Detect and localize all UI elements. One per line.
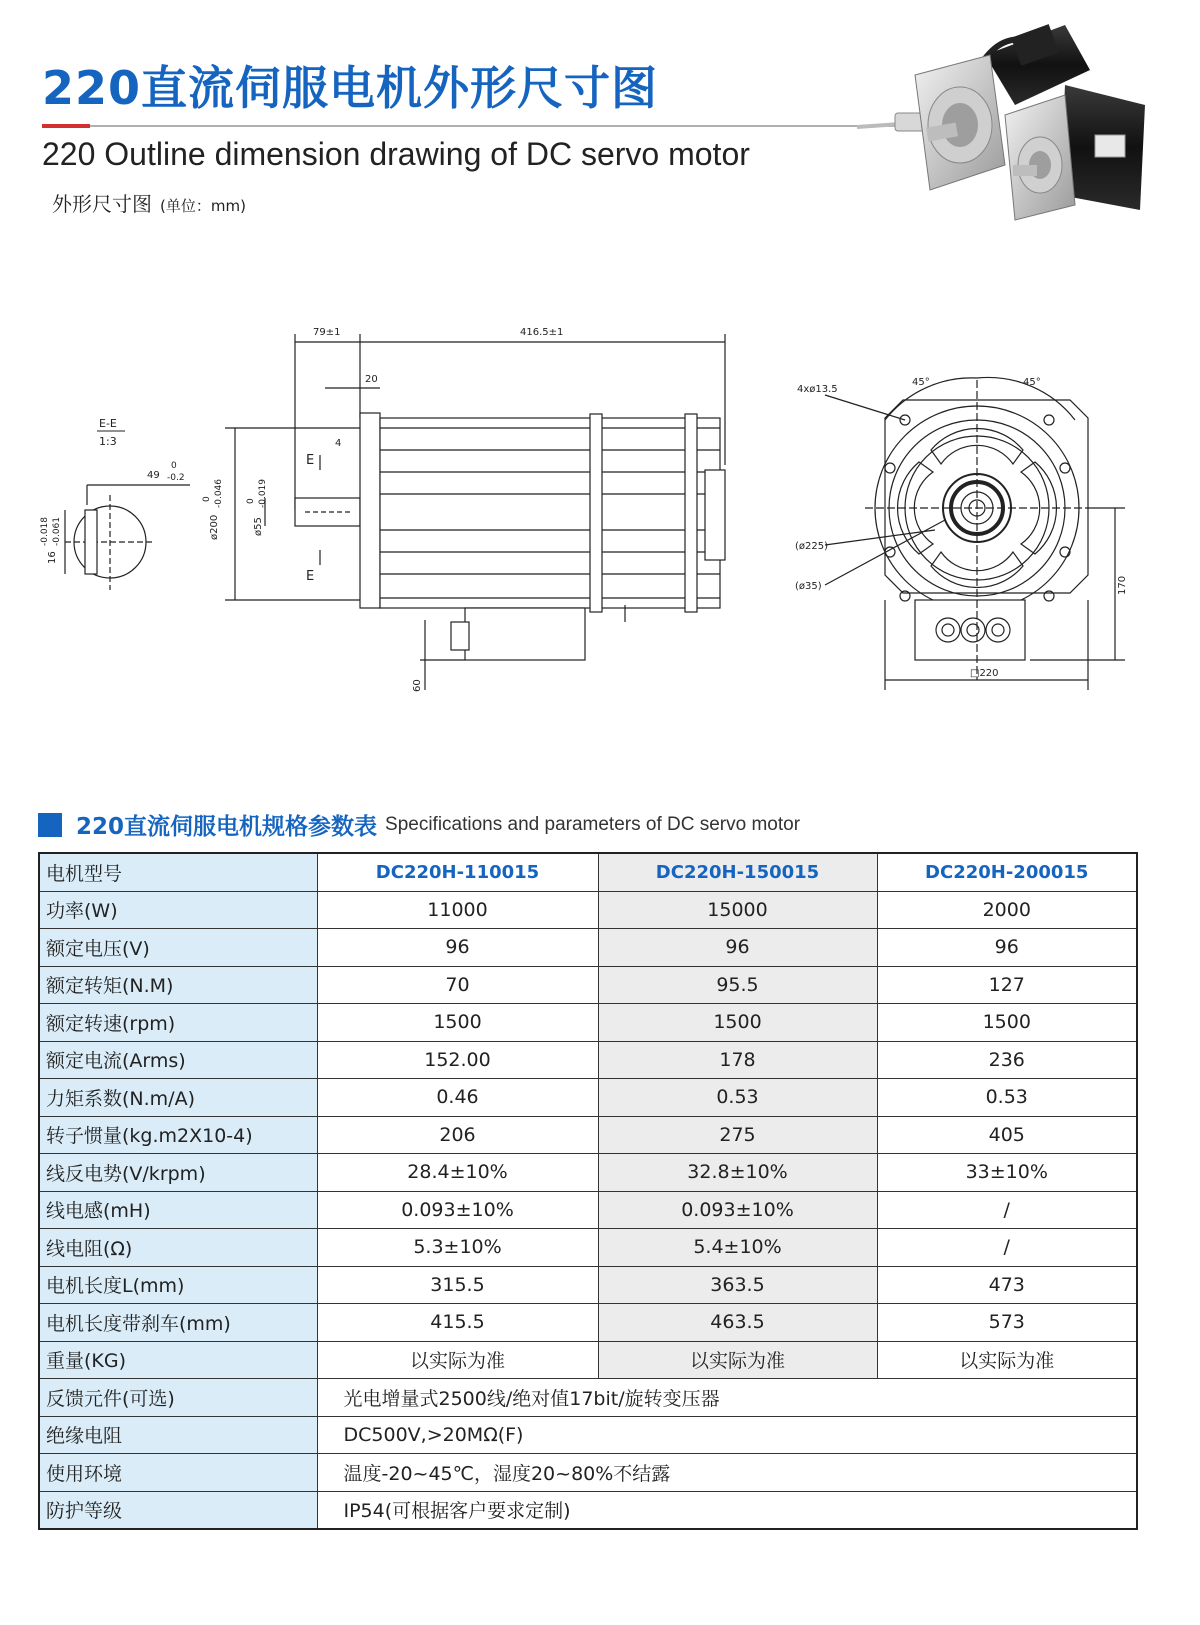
cell-value: 0.46: [317, 1079, 598, 1117]
section-width-tol-lower: -0.2: [167, 473, 185, 483]
pitch-circle-dia: (ø225): [795, 541, 829, 552]
table-row: [39, 1454, 1137, 1492]
cell-value: DC500V,>20MΩ(F): [317, 1416, 1137, 1454]
drawing-subtitle-text: 外形尺寸图: [52, 192, 152, 216]
cell-value: 0.53: [598, 1079, 877, 1117]
model-name: DC220H-150015: [598, 853, 877, 891]
row-label: 转子惯量(kg.m2X10-4): [39, 1116, 317, 1154]
cell-value: 127: [877, 966, 1137, 1004]
model-name: DC220H-200015: [877, 853, 1137, 891]
dim-79: 79±1: [313, 327, 341, 338]
cell-value: 152.00: [317, 1041, 598, 1079]
row-label: 额定转矩(N.M): [39, 966, 317, 1004]
row-label: 额定电压(V): [39, 929, 317, 967]
cell-value: 32.8±10%: [598, 1154, 877, 1192]
cell-value: 95.5: [598, 966, 877, 1004]
specs-title-en: Specifications and parameters of DC servo motor: [385, 813, 801, 835]
row-label: 电机长度带刹车(mm): [39, 1304, 317, 1342]
row-label: 使用环境: [39, 1454, 317, 1492]
specs-table: [38, 852, 1138, 1530]
table-row: [39, 1191, 1137, 1229]
flange-diameter: ø200: [209, 514, 220, 540]
section-mark-bottom: E: [306, 569, 315, 584]
outline-dimension-drawing: [25, 300, 1175, 720]
section-mark-top: E: [306, 453, 315, 468]
page-title-english: 220 Outline dimension drawing of DC servo motor: [42, 136, 750, 172]
section-key-dim: 16: [47, 551, 58, 564]
cell-value: 1500: [598, 1004, 877, 1042]
row-label: 电机长度L(mm): [39, 1266, 317, 1304]
motor-product-photo: [855, 15, 1155, 225]
dim-20: 20: [365, 374, 378, 385]
row-label: 线反电势(V/krpm): [39, 1154, 317, 1192]
table-row: [39, 891, 1137, 929]
cell-value: 以实际为准: [877, 1341, 1137, 1379]
section-square-icon: [38, 813, 62, 837]
cell-value: 2000: [877, 891, 1137, 929]
row-label: 防护等级: [39, 1491, 317, 1529]
square-220: □220: [970, 668, 999, 679]
cell-value: 473: [877, 1266, 1137, 1304]
dim-4: 4: [335, 438, 342, 449]
cell-value: 0.093±10%: [317, 1191, 598, 1229]
shaft-diameter: ø55: [253, 517, 264, 536]
section-key-tol-upper: -0.018: [40, 516, 50, 546]
angle-left: 45°: [912, 377, 930, 388]
flange-tol-upper: 0: [202, 496, 212, 502]
cell-value: IP54(可根据客户要求定制): [317, 1491, 1137, 1529]
flange-tol-lower: -0.046: [214, 478, 224, 508]
cell-value: 28.4±10%: [317, 1154, 598, 1192]
page-title: 220直流伺服电机外形尺寸图: [42, 61, 659, 115]
cell-value: 363.5: [598, 1266, 877, 1304]
title-divider-accent: [42, 124, 90, 128]
cell-value: 温度-20~45℃，湿度20~80%不结露: [317, 1454, 1137, 1492]
specs-title-cn: 220直流伺服电机规格参数表: [76, 814, 378, 840]
model-name: DC220H-110015: [317, 853, 598, 891]
cell-value: 1500: [317, 1004, 598, 1042]
row-label: 绝缘电阻: [39, 1416, 317, 1454]
table-row: [39, 1266, 1137, 1304]
row-label: 线电感(mH): [39, 1191, 317, 1229]
cell-value: 1500: [877, 1004, 1137, 1042]
cell-value: /: [877, 1191, 1137, 1229]
spigot-dia: (ø35): [795, 581, 822, 592]
table-row: [39, 1041, 1137, 1079]
cell-value: 405: [877, 1116, 1137, 1154]
table-row: [39, 929, 1137, 967]
cell-value: 96: [877, 929, 1137, 967]
row-label: 功率(W): [39, 891, 317, 929]
cell-value: 178: [598, 1041, 877, 1079]
row-label: 电机型号: [39, 853, 317, 891]
table-row: [39, 1304, 1137, 1342]
row-label: 力矩系数(N.m/A): [39, 1079, 317, 1117]
table-row: [39, 1341, 1137, 1379]
section-scale: 1:3: [99, 435, 117, 448]
height-170: 170: [1117, 575, 1128, 595]
section-name: E-E: [99, 417, 117, 430]
cell-value: 光电增量式2500线/绝对值17bit/旋转变压器: [317, 1379, 1137, 1417]
table-row: [39, 1079, 1137, 1117]
table-row: [39, 1004, 1137, 1042]
section-width-tol-upper: 0: [171, 461, 177, 471]
section-key-tol-lower: -0.061: [52, 516, 62, 546]
table-row: [39, 853, 1137, 891]
cell-value: 11000: [317, 891, 598, 929]
cell-value: 5.4±10%: [598, 1229, 877, 1267]
cell-value: 以实际为准: [598, 1341, 877, 1379]
cell-value: 275: [598, 1116, 877, 1154]
shaft-tol-upper: 0: [246, 498, 256, 504]
cell-value: 573: [877, 1304, 1137, 1342]
dim-416: 416.5±1: [520, 327, 564, 338]
cell-value: 96: [598, 929, 877, 967]
unit-note: (单位：mm): [160, 197, 246, 215]
drawing-subtitle: [52, 188, 246, 217]
section-width-dim: 49: [147, 470, 160, 481]
cell-value: /: [877, 1229, 1137, 1267]
cell-value: 0.53: [877, 1079, 1137, 1117]
cell-value: 315.5: [317, 1266, 598, 1304]
cell-value: 0.093±10%: [598, 1191, 877, 1229]
row-label: 反馈元件(可选): [39, 1379, 317, 1417]
row-label: 额定电流(Arms): [39, 1041, 317, 1079]
cell-value: 15000: [598, 891, 877, 929]
cell-value: 33±10%: [877, 1154, 1137, 1192]
row-label: 重量(KG): [39, 1341, 317, 1379]
dim-60: 60: [412, 679, 423, 692]
table-row: [39, 1116, 1137, 1154]
cell-value: 206: [317, 1116, 598, 1154]
cell-value: 5.3±10%: [317, 1229, 598, 1267]
table-row: [39, 1416, 1137, 1454]
cell-value: 236: [877, 1041, 1137, 1079]
title-divider: [42, 125, 912, 127]
table-row: [39, 1229, 1137, 1267]
cell-value: 70: [317, 966, 598, 1004]
table-row: [39, 966, 1137, 1004]
shaft-tol-lower: -0.019: [258, 478, 268, 508]
row-label: 额定转速(rpm): [39, 1004, 317, 1042]
cell-value: 463.5: [598, 1304, 877, 1342]
table-row: [39, 1154, 1137, 1192]
table-row: [39, 1491, 1137, 1529]
specs-section-header: [38, 808, 800, 841]
cell-value: 以实际为准: [317, 1341, 598, 1379]
table-row: [39, 1379, 1137, 1417]
cell-value: 415.5: [317, 1304, 598, 1342]
row-label: 线电阻(Ω): [39, 1229, 317, 1267]
angle-right: 45°: [1023, 377, 1041, 388]
cell-value: 96: [317, 929, 598, 967]
mount-holes: 4xø13.5: [797, 384, 838, 395]
